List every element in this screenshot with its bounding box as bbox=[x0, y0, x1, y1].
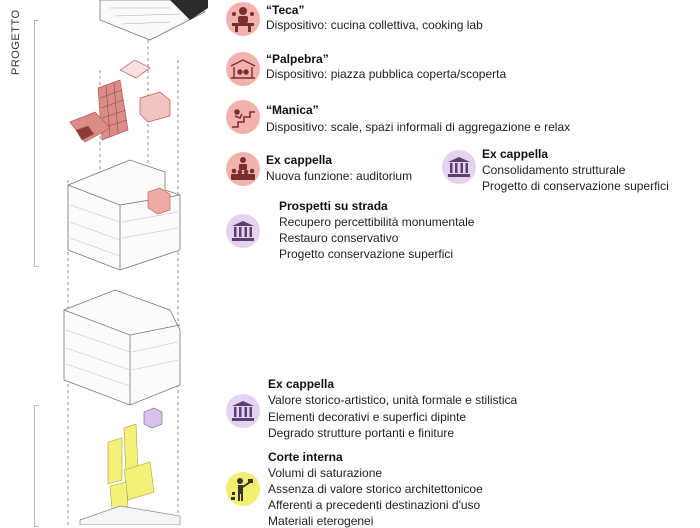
building-lower bbox=[64, 290, 180, 405]
block-title: “Palpebra” bbox=[266, 52, 329, 66]
block-title: Ex cappella bbox=[266, 153, 333, 167]
block-line: Volumi di saturazione bbox=[268, 466, 383, 480]
block-line: Materiali eterogenei bbox=[268, 514, 374, 528]
block-title: Prospetti su strada bbox=[279, 199, 388, 213]
block-line: Restauro conservativo bbox=[279, 231, 399, 245]
block-title: Ex cappella bbox=[482, 147, 549, 161]
block-line: Dispositivo: scale, spazi informali di aggregazione e relax bbox=[266, 120, 571, 134]
covered-plaza-icon bbox=[226, 52, 260, 86]
block-line: Assenza di valore storico architettonicoe bbox=[268, 482, 483, 496]
building-middle bbox=[68, 160, 180, 270]
block-line: Progetto conservazione superfici bbox=[279, 247, 454, 261]
block-line: Consolidamento strutturale bbox=[482, 163, 626, 177]
monument-icon bbox=[442, 150, 476, 184]
block-line: Afferenti a precedenti destinazioni d'uso bbox=[268, 498, 481, 512]
block-line: Valore storico-artistico, unità formale e stilistica bbox=[268, 393, 518, 407]
block-title: “Manica” bbox=[266, 103, 319, 117]
section-bracket-top bbox=[34, 20, 39, 267]
block-line: Recupero percettibilità monumentale bbox=[279, 215, 475, 229]
side-label-text: PROGETTO bbox=[10, 9, 22, 75]
block-line: Progetto di conservazione superfici bbox=[482, 179, 669, 193]
base-plate bbox=[80, 506, 180, 525]
pink-devices bbox=[70, 60, 170, 142]
yellow-volumes bbox=[108, 424, 154, 510]
auditorium-icon bbox=[226, 152, 260, 186]
block-line: Dispositivo: cucina collettiva, cooking lab bbox=[266, 18, 483, 32]
block-line: Nuova funzione: auditorium bbox=[266, 169, 413, 183]
side-label bbox=[8, 0, 28, 80]
stairs-lounge-icon bbox=[226, 100, 260, 134]
block-title: Corte interna bbox=[268, 450, 343, 464]
block-line: Elementi decorativi e superfici dipinte bbox=[268, 410, 467, 424]
block-line: Degrado strutture portanti e finiture bbox=[268, 426, 455, 440]
pink-chapel-volume bbox=[148, 188, 170, 214]
section-bracket-bottom bbox=[34, 405, 39, 527]
purple-chapel-volume bbox=[144, 408, 162, 428]
block-line: Dispositivo: piazza pubblica coperta/scoperta bbox=[266, 67, 507, 81]
monument-icon bbox=[226, 214, 260, 248]
axonometric-drawing bbox=[40, 0, 240, 525]
monument-icon bbox=[226, 394, 260, 428]
demolition-worker-icon bbox=[226, 472, 260, 506]
roof-plate bbox=[100, 0, 208, 40]
block-title: “Teca” bbox=[266, 3, 305, 17]
block-title: Ex cappella bbox=[268, 377, 335, 391]
chef-cooking-icon bbox=[226, 2, 260, 36]
